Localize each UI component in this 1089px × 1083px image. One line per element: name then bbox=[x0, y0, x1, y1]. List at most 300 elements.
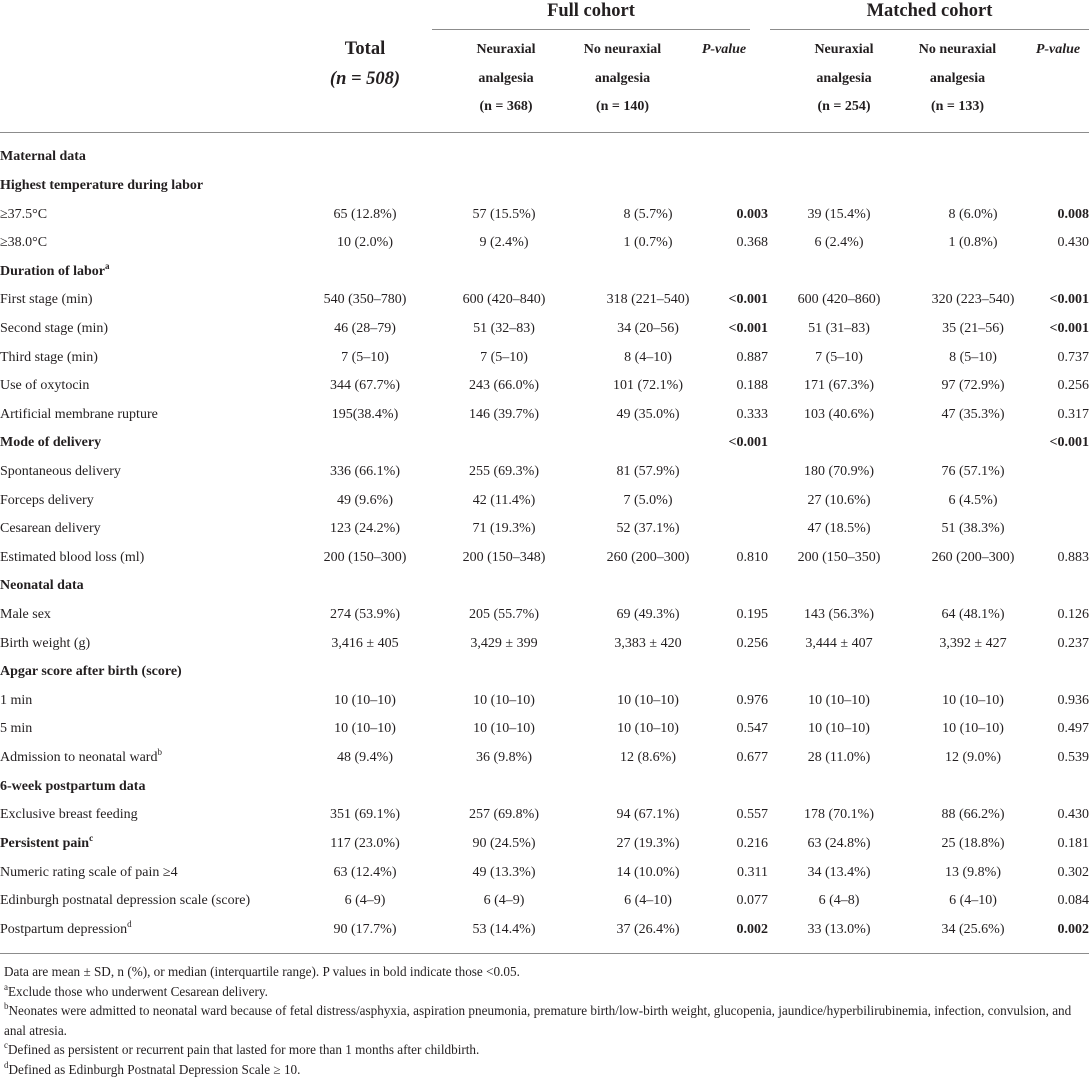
value-cell bbox=[430, 143, 578, 172]
value-cell: 57 (15.5%) bbox=[472, 206, 536, 222]
full-no-neuraxial-header bbox=[545, 36, 700, 122]
value-cell: 47 (35.3%) bbox=[941, 406, 1005, 422]
value-cell: 8 (4–10) bbox=[624, 349, 672, 365]
table-row bbox=[0, 601, 1089, 630]
table-row bbox=[0, 343, 1089, 372]
pvalue-cell bbox=[1036, 572, 1089, 601]
row-label-text: 6-week postpartum data bbox=[0, 778, 146, 794]
value-cell: 143 (56.3%) bbox=[804, 607, 874, 623]
row-label bbox=[0, 515, 300, 544]
footnote-marker: a bbox=[105, 260, 110, 271]
value-cell: 49 (13.3%) bbox=[472, 864, 536, 880]
row-label-text: Birth weight (g) bbox=[0, 635, 91, 651]
data-table-body bbox=[0, 143, 1089, 944]
value-cell: 51 (32–83) bbox=[473, 320, 535, 336]
pvalue-cell bbox=[1036, 658, 1089, 687]
value-cell bbox=[768, 257, 910, 286]
footnote-b bbox=[4, 1001, 1086, 1040]
footnote-d bbox=[4, 1060, 1086, 1080]
value-cell: 76 (57.1%) bbox=[941, 464, 1005, 479]
pvalue-cell: 0.810 bbox=[736, 549, 768, 565]
row-label bbox=[0, 286, 300, 315]
value-cell bbox=[768, 772, 910, 801]
value-cell bbox=[910, 572, 1036, 601]
pvalue-cell: 0.008 bbox=[1057, 206, 1089, 222]
table-row bbox=[0, 286, 1089, 315]
value-cell: 171 (67.3%) bbox=[804, 378, 874, 394]
pvalue-cell bbox=[1036, 772, 1089, 801]
row-label bbox=[0, 143, 300, 172]
value-cell: 8 (5.7%) bbox=[623, 206, 673, 222]
value-cell: 178 (70.1%) bbox=[804, 807, 874, 823]
value-cell: 123 (24.2%) bbox=[330, 521, 400, 537]
value-cell bbox=[910, 172, 1036, 201]
row-label-text: Edinburgh postnatal depression scale (score) bbox=[0, 893, 251, 909]
table-row bbox=[0, 858, 1089, 887]
pvalue-cell: 0.216 bbox=[736, 835, 768, 851]
value-cell bbox=[430, 658, 578, 687]
value-cell: 274 (53.9%) bbox=[330, 607, 400, 623]
pvalue-cell bbox=[1036, 458, 1089, 487]
row-label-text: Duration of labor bbox=[0, 263, 105, 279]
pvalue-cell: 0.302 bbox=[1057, 864, 1089, 880]
pvalue-cell bbox=[718, 658, 768, 687]
row-label bbox=[0, 400, 300, 429]
pvalue-cell bbox=[1036, 143, 1089, 172]
matched-no-neuraxial-header bbox=[880, 36, 1035, 122]
table-row bbox=[0, 915, 1089, 944]
value-cell: 103 (40.6%) bbox=[804, 406, 874, 422]
full-no-neuraxial-line1: No neuraxial bbox=[583, 42, 662, 57]
section-row bbox=[0, 772, 1089, 801]
section-row bbox=[0, 172, 1089, 201]
value-cell bbox=[430, 572, 578, 601]
value-cell: 25 (18.8%) bbox=[941, 835, 1005, 851]
pvalue-cell: 0.430 bbox=[1057, 235, 1089, 251]
value-cell: 6 (4.5%) bbox=[948, 492, 998, 508]
header-rule bbox=[0, 132, 1089, 133]
table-row bbox=[0, 486, 1089, 515]
table-row bbox=[0, 200, 1089, 229]
pvalue-cell: 0.084 bbox=[1057, 893, 1089, 909]
value-cell: 344 (67.7%) bbox=[330, 378, 400, 394]
pvalue-cell: <0.001 bbox=[728, 435, 768, 451]
row-label bbox=[0, 658, 300, 687]
section-row bbox=[0, 257, 1089, 286]
pvalue-cell: 0.237 bbox=[1057, 635, 1089, 651]
value-cell: 33 (13.0%) bbox=[807, 921, 871, 937]
value-cell bbox=[300, 143, 430, 172]
pvalue-cell: <0.001 bbox=[1049, 292, 1089, 308]
pvalue-cell: 0.333 bbox=[736, 406, 768, 422]
footnote-marker: c bbox=[89, 832, 94, 843]
row-label-text: Admission to neonatal ward bbox=[0, 750, 158, 766]
value-cell bbox=[300, 572, 430, 601]
row-label bbox=[0, 887, 300, 916]
pvalue-cell: <0.001 bbox=[728, 292, 768, 308]
pvalue-cell: 0.256 bbox=[1057, 378, 1089, 394]
row-label-text: Cesarean delivery bbox=[0, 521, 101, 537]
row-label-text: Second stage (min) bbox=[0, 320, 109, 336]
group-header-matched-cohort: Matched cohort bbox=[866, 1, 993, 21]
row-label-text: Spontaneous delivery bbox=[0, 464, 121, 479]
pvalue-cell: <0.001 bbox=[1049, 320, 1089, 336]
pvalue-cell bbox=[1036, 486, 1089, 515]
row-label-text: First stage (min) bbox=[0, 292, 93, 308]
table-row bbox=[0, 229, 1089, 258]
footnote-c bbox=[4, 1040, 1086, 1060]
row-label bbox=[0, 544, 300, 573]
pvalue-cell: 0.557 bbox=[736, 807, 768, 823]
value-cell: 65 (12.8%) bbox=[333, 206, 397, 222]
row-label-text: Neonatal data bbox=[0, 578, 84, 594]
value-cell: 6 (4–9) bbox=[483, 893, 525, 909]
full-neuraxial-line2: analgesia bbox=[478, 70, 534, 86]
row-label-text: 5 min bbox=[0, 721, 33, 737]
row-label-text: Numeric rating scale of pain ≥4 bbox=[0, 864, 178, 880]
pvalue-cell: 0.317 bbox=[1057, 406, 1089, 422]
value-cell: 600 (420–840) bbox=[462, 292, 546, 308]
value-cell: 9 (2.4%) bbox=[479, 235, 529, 251]
value-cell bbox=[578, 772, 718, 801]
group-header-full-cohort: Full cohort bbox=[547, 1, 635, 21]
value-cell: 3,392 ± 427 bbox=[939, 635, 1007, 651]
pvalue-cell: 0.256 bbox=[736, 635, 768, 651]
value-cell: 260 (200–300) bbox=[931, 549, 1015, 565]
value-cell bbox=[910, 257, 1036, 286]
value-cell: 37 (26.4%) bbox=[616, 921, 680, 937]
row-label-text: ≥37.5°C bbox=[0, 206, 48, 222]
pvalue-cell: 0.126 bbox=[1057, 607, 1089, 623]
footnote-general: Data are mean ± SD, n (%), or median (interquartile range). P values in bold indicate those <0.05. bbox=[4, 964, 520, 979]
value-cell: 94 (67.1%) bbox=[616, 807, 680, 823]
group-underline-full bbox=[432, 29, 750, 30]
value-cell: 10 (10–10) bbox=[334, 692, 396, 708]
table-row bbox=[0, 515, 1089, 544]
row-label bbox=[0, 601, 300, 630]
value-cell: 28 (11.0%) bbox=[807, 750, 871, 766]
matched-neuraxial-line1: Neuraxial bbox=[814, 42, 874, 57]
value-cell: 205 (55.7%) bbox=[469, 607, 539, 623]
pvalue-cell bbox=[718, 515, 768, 544]
value-cell: 63 (12.4%) bbox=[333, 864, 397, 880]
pvalue-cell: 0.188 bbox=[736, 378, 768, 394]
footnote-c-mark: c bbox=[4, 1040, 8, 1050]
row-label bbox=[0, 315, 300, 344]
row-label bbox=[0, 486, 300, 515]
value-cell: 540 (350–780) bbox=[323, 292, 407, 308]
pvalue-cell: 0.003 bbox=[736, 206, 768, 222]
full-neuraxial-line1: Neuraxial bbox=[476, 42, 536, 57]
table-row bbox=[0, 315, 1089, 344]
value-cell: 257 (69.8%) bbox=[469, 807, 539, 823]
footnote-b-mark: b bbox=[4, 1001, 9, 1011]
value-cell: 255 (69.3%) bbox=[469, 464, 539, 479]
value-cell: 27 (10.6%) bbox=[807, 492, 871, 508]
pvalue-cell: 0.311 bbox=[737, 864, 768, 880]
value-cell: 10 (10–10) bbox=[942, 721, 1004, 737]
full-pvalue-header: P-value bbox=[701, 42, 747, 57]
value-cell: 35 (21–56) bbox=[942, 320, 1004, 336]
value-cell: 10 (10–10) bbox=[617, 721, 679, 737]
value-cell bbox=[300, 257, 430, 286]
value-cell bbox=[578, 172, 718, 201]
row-label-text: Persistent pain bbox=[0, 835, 90, 851]
value-cell bbox=[430, 429, 578, 458]
pvalue-cell: 0.539 bbox=[1057, 750, 1089, 766]
footnote-marker: d bbox=[127, 918, 132, 929]
table-row bbox=[0, 458, 1089, 487]
value-cell: 7 (5–10) bbox=[341, 349, 389, 365]
value-cell: 39 (15.4%) bbox=[807, 206, 871, 222]
value-cell: 10 (10–10) bbox=[942, 692, 1004, 708]
value-cell: 34 (25.6%) bbox=[941, 921, 1005, 937]
pvalue-cell bbox=[718, 486, 768, 515]
value-cell bbox=[910, 772, 1036, 801]
value-cell bbox=[430, 772, 578, 801]
row-label bbox=[0, 772, 300, 801]
value-cell: 49 (35.0%) bbox=[616, 406, 680, 422]
table-row bbox=[0, 715, 1089, 744]
value-cell: 52 (37.1%) bbox=[616, 521, 680, 537]
value-cell bbox=[768, 143, 910, 172]
value-cell: 6 (2.4%) bbox=[814, 235, 864, 251]
value-cell: 260 (200–300) bbox=[606, 549, 690, 565]
value-cell: 10 (2.0%) bbox=[337, 235, 393, 251]
table-row bbox=[0, 372, 1089, 401]
row-label bbox=[0, 801, 300, 830]
value-cell: 63 (24.8%) bbox=[807, 835, 871, 851]
row-label bbox=[0, 172, 300, 201]
matched-no-neuraxial-n: (n = 133) bbox=[930, 99, 985, 114]
row-label-text: Mode of delivery bbox=[0, 435, 102, 451]
row-label bbox=[0, 915, 300, 944]
value-cell: 51 (31–83) bbox=[808, 320, 870, 336]
table-row bbox=[0, 744, 1089, 773]
value-cell bbox=[910, 143, 1036, 172]
total-n: (n = 508) bbox=[329, 69, 401, 89]
value-cell bbox=[768, 658, 910, 687]
value-cell: 6 (4–8) bbox=[818, 893, 860, 909]
value-cell: 1 (0.8%) bbox=[948, 235, 998, 251]
row-label bbox=[0, 629, 300, 658]
value-cell: 7 (5–10) bbox=[815, 349, 863, 365]
row-label bbox=[0, 343, 300, 372]
value-cell: 180 (70.9%) bbox=[804, 464, 874, 479]
pvalue-cell: 0.677 bbox=[736, 750, 768, 766]
value-cell: 69 (49.3%) bbox=[616, 607, 680, 623]
value-cell: 81 (57.9%) bbox=[616, 464, 680, 479]
table-row bbox=[0, 544, 1089, 573]
value-cell: 7 (5.0%) bbox=[623, 492, 673, 508]
row-label-text: Exclusive breast feeding bbox=[0, 807, 138, 823]
table-row bbox=[0, 801, 1089, 830]
value-cell: 71 (19.3%) bbox=[472, 521, 536, 537]
value-cell: 12 (8.6%) bbox=[620, 750, 676, 766]
value-cell: 8 (6.0%) bbox=[948, 206, 998, 222]
row-label-text: Maternal data bbox=[0, 149, 86, 165]
pvalue-cell bbox=[1036, 172, 1089, 201]
pvalue-cell: <0.001 bbox=[728, 320, 768, 336]
footnote-marker: b bbox=[157, 747, 162, 758]
value-cell bbox=[578, 572, 718, 601]
row-label bbox=[0, 429, 300, 458]
value-cell: 10 (10–10) bbox=[808, 721, 870, 737]
row-label bbox=[0, 572, 300, 601]
value-cell: 49 (9.6%) bbox=[337, 492, 393, 508]
value-cell bbox=[430, 172, 578, 201]
value-cell: 27 (19.3%) bbox=[616, 835, 680, 851]
value-cell bbox=[578, 143, 718, 172]
total-column-header bbox=[300, 34, 430, 94]
value-cell: 6 (4–9) bbox=[344, 893, 386, 909]
value-cell bbox=[300, 172, 430, 201]
pvalue-cell: 0.497 bbox=[1057, 721, 1089, 737]
row-label bbox=[0, 229, 300, 258]
value-cell: 53 (14.4%) bbox=[472, 921, 536, 937]
value-cell: 10 (10–10) bbox=[334, 721, 396, 737]
pvalue-cell: 0.430 bbox=[1057, 807, 1089, 823]
section-row bbox=[0, 830, 1089, 859]
table-row bbox=[0, 687, 1089, 716]
value-cell bbox=[768, 172, 910, 201]
pvalue-cell: 0.195 bbox=[736, 607, 768, 623]
value-cell: 13 (9.8%) bbox=[945, 864, 1001, 880]
value-cell: 200 (150–348) bbox=[462, 549, 546, 565]
pvalue-cell: 0.887 bbox=[736, 349, 768, 365]
value-cell: 10 (10–10) bbox=[617, 692, 679, 708]
row-label bbox=[0, 200, 300, 229]
value-cell bbox=[300, 658, 430, 687]
value-cell: 47 (18.5%) bbox=[807, 521, 871, 537]
value-cell bbox=[578, 257, 718, 286]
value-cell: 12 (9.0%) bbox=[945, 750, 1001, 766]
value-cell: 1 (0.7%) bbox=[623, 235, 673, 251]
matched-neuraxial-n: (n = 254) bbox=[817, 99, 871, 114]
pvalue-cell: 0.976 bbox=[736, 692, 768, 708]
pvalue-cell: 0.077 bbox=[736, 893, 768, 909]
value-cell: 46 (28–79) bbox=[334, 320, 396, 336]
total-label: Total bbox=[344, 39, 386, 59]
row-label bbox=[0, 458, 300, 487]
value-cell bbox=[300, 772, 430, 801]
section-row bbox=[0, 429, 1089, 458]
row-label-text: ≥38.0°C bbox=[0, 235, 48, 251]
pvalue-cell: 0.936 bbox=[1057, 692, 1089, 708]
value-cell: 34 (13.4%) bbox=[807, 864, 871, 880]
row-label-text: Apgar score after birth (score) bbox=[0, 664, 182, 680]
footnote-d-text: Defined as Edinburgh Postnatal Depression Scale ≥ 10. bbox=[8, 1061, 301, 1077]
full-neuraxial-n: (n = 368) bbox=[479, 99, 533, 114]
value-cell: 10 (10–10) bbox=[473, 721, 535, 737]
value-cell bbox=[300, 429, 430, 458]
footnote-b-text: Neonates were admitted to neonatal ward because of fetal distress/asphyxia, aspiration pneumonia, premature birth/low-birth weight, glucopenia, jaundice/hyperbilirubinemia, infection, convulsion, and anal atresia. bbox=[4, 1003, 1072, 1038]
matched-no-neuraxial-line2: analgesia bbox=[929, 70, 986, 86]
row-label bbox=[0, 830, 300, 859]
pvalue-cell: 0.547 bbox=[736, 721, 768, 737]
section-row bbox=[0, 658, 1089, 687]
row-label-text: 1 min bbox=[0, 692, 33, 708]
row-label-text: Postpartum depression bbox=[0, 921, 128, 937]
row-label-text: Estimated blood loss (ml) bbox=[0, 549, 145, 565]
value-cell: 64 (48.1%) bbox=[941, 607, 1005, 623]
value-cell: 88 (66.2%) bbox=[941, 807, 1005, 823]
value-cell: 7 (5–10) bbox=[480, 349, 528, 365]
row-label bbox=[0, 372, 300, 401]
value-cell: 336 (66.1%) bbox=[330, 464, 400, 479]
value-cell: 8 (5–10) bbox=[949, 349, 997, 365]
value-cell: 146 (39.7%) bbox=[469, 406, 539, 422]
footnote-a-text: Exclude those who underwent Cesarean delivery. bbox=[8, 983, 268, 999]
value-cell bbox=[578, 658, 718, 687]
full-no-neuraxial-line2: analgesia bbox=[594, 70, 651, 86]
value-cell: 600 (420–860) bbox=[797, 292, 881, 308]
pvalue-cell: 0.883 bbox=[1057, 549, 1089, 565]
value-cell: 51 (38.3%) bbox=[941, 521, 1005, 537]
matched-neuraxial-line2: analgesia bbox=[816, 70, 872, 86]
table-row bbox=[0, 887, 1089, 916]
value-cell: 101 (72.1%) bbox=[613, 378, 683, 394]
row-label-text: Male sex bbox=[0, 607, 51, 623]
value-cell: 90 (17.7%) bbox=[333, 921, 397, 937]
value-cell: 14 (10.0%) bbox=[616, 864, 680, 880]
value-cell: 243 (66.0%) bbox=[469, 378, 539, 394]
pvalue-cell bbox=[718, 772, 768, 801]
value-cell: 200 (150–350) bbox=[797, 549, 881, 565]
value-cell: 3,416 ± 405 bbox=[331, 635, 399, 651]
row-label-text: Third stage (min) bbox=[0, 349, 98, 365]
value-cell: 195(38.4%) bbox=[331, 406, 399, 422]
value-cell bbox=[768, 429, 910, 458]
pvalue-cell: 0.002 bbox=[736, 921, 768, 937]
value-cell bbox=[768, 572, 910, 601]
value-cell: 10 (10–10) bbox=[808, 692, 870, 708]
value-cell bbox=[910, 658, 1036, 687]
footnote-c-text: Defined as persistent or recurrent pain that lasted for more than 1 months after childbirth. bbox=[8, 1042, 480, 1057]
pvalue-cell: 0.737 bbox=[1057, 349, 1089, 365]
footnotes bbox=[4, 962, 1086, 1079]
pvalue-cell: 0.002 bbox=[1057, 921, 1089, 937]
pvalue-cell bbox=[1036, 515, 1089, 544]
value-cell: 42 (11.4%) bbox=[472, 492, 536, 508]
row-label-text: Use of oxytocin bbox=[0, 378, 90, 394]
value-cell: 3,429 ± 399 bbox=[470, 635, 538, 651]
pvalue-cell bbox=[1036, 257, 1089, 286]
footnote-d-mark: d bbox=[4, 1059, 9, 1070]
pvalue-cell bbox=[718, 572, 768, 601]
table-row bbox=[0, 400, 1089, 429]
pvalue-cell bbox=[718, 172, 768, 201]
matched-pvalue-header: P-value bbox=[1035, 42, 1081, 57]
value-cell bbox=[910, 429, 1036, 458]
value-cell: 200 (150–300) bbox=[323, 549, 407, 565]
pvalue-cell bbox=[718, 458, 768, 487]
section-row bbox=[0, 572, 1089, 601]
row-label-text: Forceps delivery bbox=[0, 492, 94, 508]
footer-rule bbox=[0, 953, 1089, 954]
value-cell: 318 (221–540) bbox=[606, 292, 690, 308]
pvalue-cell: 0.368 bbox=[736, 235, 768, 251]
table-row bbox=[0, 629, 1089, 658]
row-label bbox=[0, 715, 300, 744]
value-cell: 36 (9.8%) bbox=[476, 750, 532, 766]
value-cell: 3,444 ± 407 bbox=[805, 635, 873, 651]
pvalue-cell bbox=[718, 143, 768, 172]
value-cell: 34 (20–56) bbox=[617, 320, 679, 336]
pvalue-cell: 0.181 bbox=[1057, 835, 1089, 851]
value-cell: 117 (23.0%) bbox=[330, 835, 400, 851]
row-label bbox=[0, 744, 300, 773]
